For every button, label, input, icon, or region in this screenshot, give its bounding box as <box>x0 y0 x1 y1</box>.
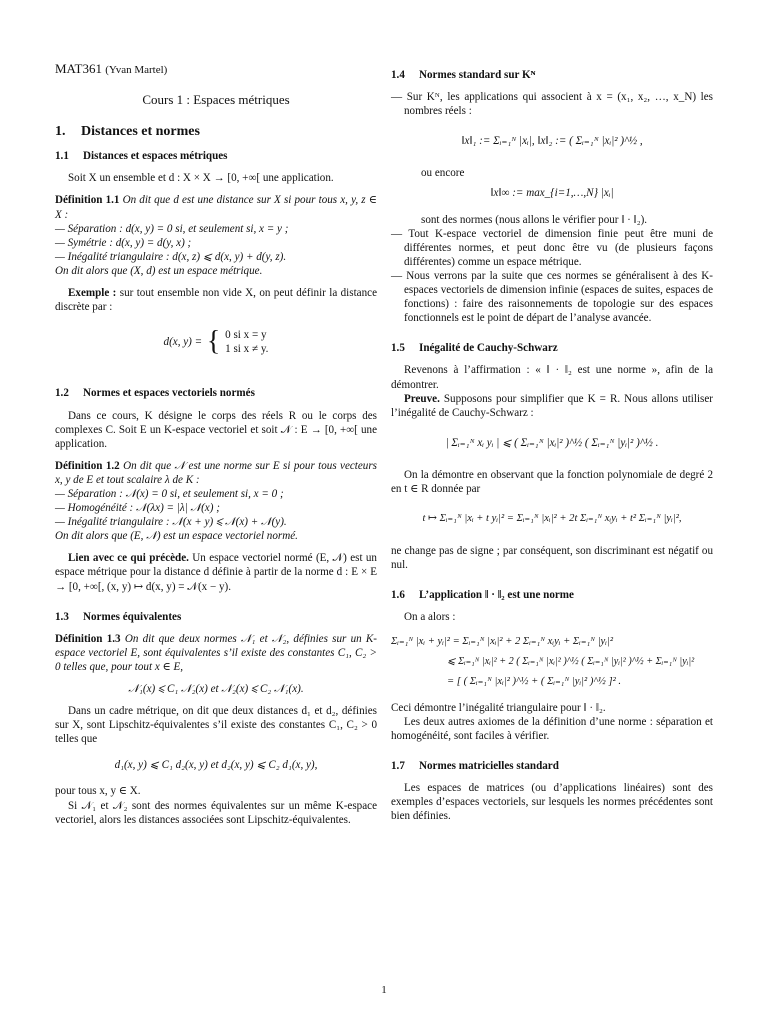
subsection-1-3-heading: 1.3 Normes équivalentes <box>55 610 182 623</box>
definition-1-2: Définition 1.2 On dit que 𝒩 est une norme sur E si pour tous vecteurs x, y de E et tout scalaire λ de K : <box>55 459 377 486</box>
subsection-1-1-heading: 1.1 Distances et espaces métriques <box>55 150 228 163</box>
subsection-1-2-heading: 1.2 Normes et espaces vectoriels normés <box>55 387 255 400</box>
section-1-heading: 1. Distances et normes <box>55 124 200 140</box>
equivalent-norms-equation: 𝒩₁(x) ⩽ C₁ 𝒩₂(x) et 𝒩₂(x) ⩽ C₂ 𝒩₁(x). <box>128 683 304 695</box>
discrete-distance-equation: d(x, y) = { 0 si x = y 1 si x ≠ y. <box>163 326 269 358</box>
definition-1-1-items <box>55 222 377 264</box>
course-code: MAT361 <box>55 61 102 76</box>
s1-6-intro: On a alors : <box>404 611 456 624</box>
proof-paragraph: Preuve. Supposons pour simplifier que K = R. Nous allons utiliser l’inégalité de Cauchy-Schwarz : <box>391 392 713 419</box>
matrix-norms-paragraph: Les espaces de matrices (ou d’applications linéaires) sont des exemples d’espaces vectoriels, sur lesquels les normes précédentes sont bien définies. <box>391 782 713 823</box>
triangle-equation-line-2: ⩽ Σᵢ₌₁ᴺ |xᵢ|² + 2 ( Σᵢ₌₁ᴺ |xᵢ|² )^½ ( Σᵢ₌₁ᴺ |yᵢ|² )^½ + Σᵢ₌₁ᴺ |yᵢ|² <box>447 655 695 667</box>
norms-list-continued <box>391 227 713 326</box>
polynomial-equation: t ↦ Σᵢ₌₁ᴺ |xᵢ + t yᵢ|² = Σᵢ₌₁ᴺ |xᵢ|² + 2t Σᵢ₌₁ᴺ xᵢyᵢ + t² Σᵢ₌₁ᴺ |yᵢ|², <box>422 513 682 525</box>
s1-1-intro: Soit X un ensemble et d : X × X → [0, +∞[ une application. <box>68 172 334 185</box>
list-item: — Symétrie : d(x, y) = d(y, x) ; <box>55 236 192 249</box>
list-item: — Séparation : d(x, y) = 0 si, et seulement si, x = y ; <box>55 222 289 235</box>
subsection-1-7-heading: 1.7 Normes matricielles standard <box>391 760 559 773</box>
norm-1-2-equation: ‖x‖₁ := Σᵢ₌₁ᴺ |xᵢ|, ‖x‖₂ := ( Σᵢ₌₁ᴺ |xᵢ|² )^½ , <box>461 135 643 148</box>
equivalence-conclusion: Si 𝒩₁ et 𝒩₂ sont des normes équivalentes sur un même K-espace vectoriel, alors les distances associées sont Lipschitz-équivalentes. <box>55 799 377 826</box>
norms-list <box>391 90 713 118</box>
lipschitz-equation: d₁(x, y) ⩽ C₁ d₂(x, y) et d₂(x, y) ⩽ C₂ d₁(x, y), <box>114 759 318 772</box>
subsection-1-5-heading: 1.5 Inégalité de Cauchy-Schwarz <box>391 342 558 355</box>
definition-1-2-items <box>55 487 377 529</box>
header-line <box>55 62 377 77</box>
discriminant-paragraph: ne change pas de signe ; par conséquent, son discriminant est négatif ou nul. <box>391 545 713 572</box>
other-axioms-paragraph: Les deux autres axiomes de la définition d’une norme : séparation et homogénéité, sont faciles à vérifier. <box>391 715 713 742</box>
example-paragraph: Exemple : sur tout ensemble non vide X, on peut définir la distance discrète par : <box>55 287 377 314</box>
subsection-1-4-heading: 1.4 Normes standard sur Kᴺ <box>391 69 536 81</box>
definition-1-3: Définition 1.3 On dit que deux normes 𝒩₁ et 𝒩₂, définies sur un K-espace vectoriel E, sont équivalentes s’il existe des constantes C₁, C₂ > 0 telles que, pour tout x ∈ E, <box>55 632 377 673</box>
page-number: 1 <box>381 984 387 996</box>
author: (Yvan Martel) <box>105 64 168 76</box>
norm-infinity-equation: ‖x‖∞ := max_{i=1,…,N} |xᵢ| <box>490 187 614 200</box>
triangle-equation-line-1: Σᵢ₌₁ᴺ |xᵢ + yᵢ|² = Σᵢ₌₁ᴺ |xᵢ|² + 2 Σᵢ₌₁ᴺ xᵢyᵢ + Σᵢ₌₁ᴺ |yᵢ|² <box>391 635 614 647</box>
s1-2-intro: Dans ce cours, K désigne le corps des réels R ou le corps des complexes C. Soit E un K-espace vectoriel et soit 𝒩 : E → [0, +∞[ une application. <box>55 409 377 450</box>
definition-1-2-end: On dit alors que (E, 𝒩) est un espace vectoriel normé. <box>55 530 298 543</box>
list-item: — Inégalité triangulaire : 𝒩(x + y) ⩽ 𝒩(x) + 𝒩(y). <box>55 516 287 529</box>
left-column <box>55 62 377 827</box>
after-equation-text: sont des normes (nous allons le vérifier pour ‖ · ‖₂). <box>421 213 648 226</box>
list-item: — Sur Kᴺ, les applications qui associent à x = (x₁, x₂, …, x_N) les nombres réels : <box>391 91 713 118</box>
definition-1-1: Définition 1.1 On dit que d est une distance sur X si pour tous x, y, z ∈ X : <box>55 194 377 221</box>
list-item: — Nous verrons par la suite que ces normes se généralisent à des K-espaces vectoriels de dimension infinie (espaces de suites, espaces de fonctions) : faire des raisonnements de topologie sur des espaces fonctionnels est le point de départ de l’analyse avancée. <box>391 269 713 325</box>
subsection-1-6-heading: 1.6 L’application ‖ · ‖₂ est une norme <box>391 589 574 602</box>
right-column <box>391 62 713 823</box>
polynomial-paragraph: On la démontre en observant que la fonction polynomiale de degré 2 en t ∈ R donnée par <box>391 468 713 495</box>
triangle-equation-line-3: = [ ( Σᵢ₌₁ᴺ |xᵢ|² )^½ + ( Σᵢ₌₁ᴺ |yᵢ|² )^½ ]² . <box>447 675 622 687</box>
lipschitz-paragraph: Dans un cadre métrique, on dit que deux distances d₁ et d₂, définies sur X, sont Lipschitz-équivalentes s’il existe des constantes C₁, C₂ > 0 telles que <box>55 705 377 746</box>
list-item: — Séparation : 𝒩(x) = 0 si, et seulement si, x = 0 ; <box>55 487 284 500</box>
for-all-line: pour tous x, y ∈ X. <box>55 785 141 798</box>
cauchy-schwarz-equation: | Σᵢ₌₁ᴺ xᵢ yᵢ | ⩽ ( Σᵢ₌₁ᴺ |xᵢ|² )^½ ( Σᵢ₌₁ᴺ |yᵢ|² )^½ . <box>445 436 659 449</box>
s1-5-intro: Revenons à l’affirmation : « ‖ · ‖₂ est une norme », afin de la démontrer. <box>391 364 713 391</box>
course-title: Cours 1 : Espaces métriques <box>142 92 290 108</box>
list-item: — Homogénéité : 𝒩(λx) = |λ| 𝒩(x) ; <box>55 502 220 515</box>
triangle-conclusion: Ceci démontre l’inégalité triangulaire pour ‖ · ‖₂. <box>391 701 606 714</box>
definition-1-1-end: On dit alors que (X, d) est un espace métrique. <box>55 264 263 277</box>
list-item: — Inégalité triangulaire : d(x, z) ⩽ d(x, y) + d(y, z). <box>55 250 287 263</box>
or-text: ou encore <box>421 167 465 180</box>
link-paragraph: Lien avec ce qui précède. Un espace vectoriel normé (E, 𝒩) est un espace métrique pour la distance d définie à partir de la norme d : E × E → [0, +∞[, (x, y) ↦ d(x, y) = 𝒩(x − y). <box>55 552 377 593</box>
list-item: — Tout K-espace vectoriel de dimension finie peut être muni de différentes normes, et peut donc être vu (de plusieurs façons différentes) comme un espace métrique. <box>391 227 713 268</box>
